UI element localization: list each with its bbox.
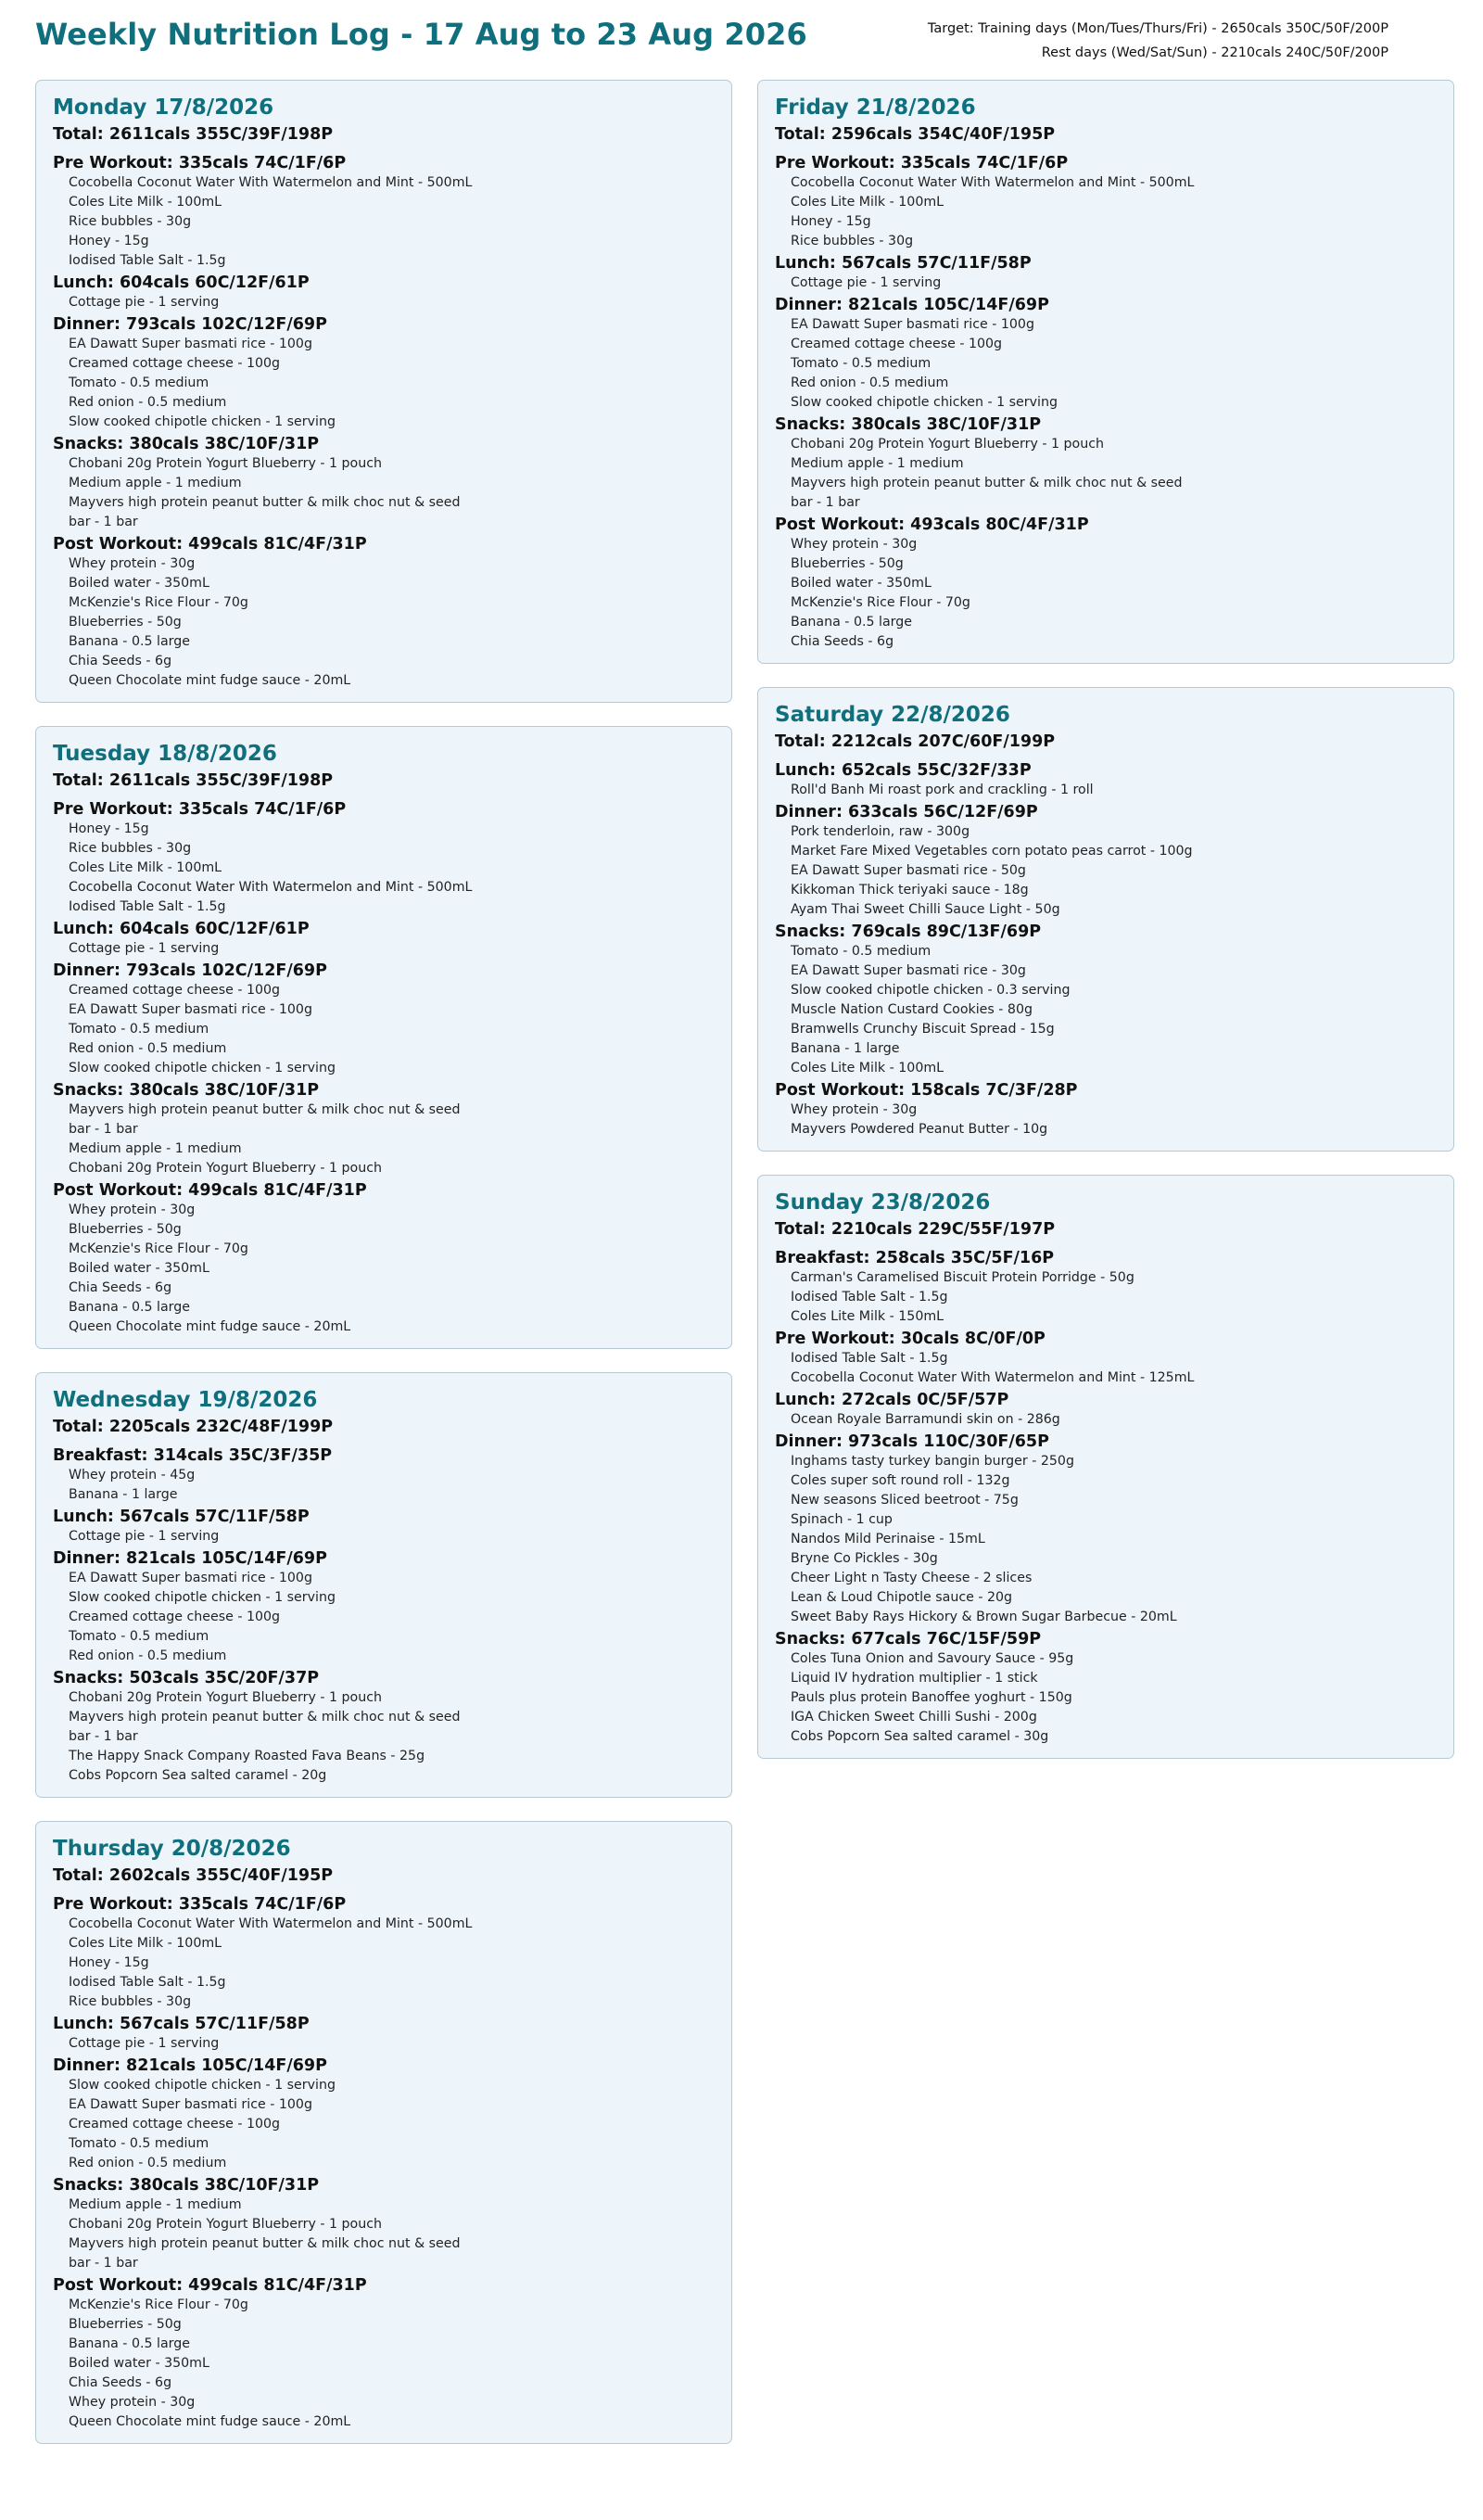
meal-section: [53, 434, 715, 532]
food-item: Sweet Baby Rays Hickory & Brown Sugar Barbecue - 20mL: [791, 1610, 1177, 1624]
meal-heading: Post Workout: 158cals 7C/3F/28P: [775, 1081, 1078, 1100]
food-item: Tomato - 0.5 medium: [69, 1629, 209, 1644]
food-item: Slow cooked chipotle chicken - 1 serving: [69, 1590, 336, 1605]
food-item: Slow cooked chipotle chicken - 1 serving: [791, 395, 1058, 410]
day-card: [35, 726, 732, 1349]
meal-section: [53, 534, 715, 691]
targets: [928, 17, 1388, 65]
day-card: [35, 1821, 732, 2444]
food-item: Slow cooked chipotle chicken - 1 serving: [69, 2078, 336, 2093]
food-item: Medium apple - 1 medium: [69, 2197, 242, 2212]
food-item: Queen Chocolate mint fudge sauce - 20mL: [69, 1319, 351, 1334]
food-item: Rice bubbles - 30g: [69, 841, 192, 856]
food-item: Carman's Caramelised Biscuit Protein Porridge - 50g: [791, 1270, 1134, 1285]
meal-section: [775, 1248, 1437, 1327]
day-title: Thursday 20/8/2026: [53, 1837, 291, 1861]
meal-heading: Snacks: 677cals 76C/15F/59P: [775, 1630, 1042, 1648]
meal-heading: Post Workout: 499cals 81C/4F/31P: [53, 1181, 367, 1200]
food-item: EA Dawatt Super basmati rice - 30g: [791, 963, 1026, 978]
meal-section: [775, 295, 1437, 413]
day-total: Total: 2611cals 355C/39F/198P: [53, 771, 334, 790]
day-total: Total: 2596cals 354C/40F/195P: [775, 125, 1056, 144]
meal-section: [775, 760, 1437, 800]
food-item: Iodised Table Salt - 1.5g: [69, 253, 226, 268]
page-title: Weekly Nutrition Log - 17 Aug to 23 Aug 2026: [35, 17, 807, 52]
meal-heading: Lunch: 567cals 57C/11F/58P: [53, 2015, 310, 2033]
food-item: Rice bubbles - 30g: [69, 214, 192, 229]
food-item: Cobs Popcorn Sea salted caramel - 30g: [791, 1729, 1049, 1744]
meal-heading: Lunch: 652cals 55C/32F/33P: [775, 761, 1032, 780]
day-title: Wednesday 19/8/2026: [53, 1388, 318, 1412]
meal-heading: Lunch: 272cals 0C/5F/57P: [775, 1391, 1009, 1409]
day-card: [35, 1372, 732, 1798]
meal-heading: Pre Workout: 335cals 74C/1F/6P: [53, 154, 347, 172]
food-item: Creamed cottage cheese - 100g: [69, 983, 281, 998]
food-item: Honey - 15g: [791, 214, 871, 229]
food-item: Tomato - 0.5 medium: [791, 356, 932, 371]
food-item: Boiled water - 350mL: [69, 576, 209, 591]
meal-heading: Dinner: 973cals 110C/30F/65P: [775, 1432, 1049, 1451]
food-item: Honey - 15g: [69, 234, 149, 248]
meal-heading: Dinner: 821cals 105C/14F/69P: [53, 1549, 327, 1568]
food-item: Chia Seeds - 6g: [791, 634, 894, 649]
day-card: [35, 80, 732, 703]
food-item: New seasons Sliced beetroot - 75g: [791, 1493, 1019, 1508]
day-total: Total: 2212cals 207C/60F/199P: [775, 732, 1056, 751]
page-header: [35, 13, 1463, 69]
food-item: Coles Lite Milk - 100mL: [69, 195, 222, 210]
food-item: bar - 1 bar: [69, 515, 138, 529]
food-item: Cottage pie - 1 serving: [69, 1529, 220, 1544]
meal-heading: Post Workout: 493cals 80C/4F/31P: [775, 515, 1089, 534]
food-item: Red onion - 0.5 medium: [69, 1648, 227, 1663]
food-item: Chobani 20g Protein Yogurt Blueberry - 1 pouch: [69, 1161, 382, 1176]
meal-heading: Snacks: 380cals 38C/10F/31P: [53, 1081, 320, 1100]
food-item: Nandos Mild Perinaise - 15mL: [791, 1532, 985, 1546]
food-item: Tomato - 0.5 medium: [69, 1022, 209, 1037]
meal-section: [775, 1080, 1437, 1139]
food-item: McKenzie's Rice Flour - 70g: [69, 1241, 248, 1256]
food-item: Tomato - 0.5 medium: [69, 2136, 209, 2151]
meal-section: [53, 919, 715, 959]
food-item: Banana - 1 large: [791, 1041, 900, 1056]
meal-section: [775, 1629, 1437, 1747]
meal-section: [53, 2275, 715, 2432]
food-item: Boiled water - 350mL: [69, 2356, 209, 2371]
food-item: Creamed cottage cheese - 100g: [69, 1610, 281, 1624]
meal-section: [775, 253, 1437, 293]
food-item: Banana - 1 large: [69, 1487, 178, 1502]
meal-heading: Breakfast: 314cals 35C/3F/35P: [53, 1446, 333, 1465]
meal-section: [53, 799, 715, 917]
meal-heading: Lunch: 567cals 57C/11F/58P: [775, 254, 1032, 273]
meal-section: [53, 314, 715, 432]
meal-section: [53, 1080, 715, 1178]
food-item: Iodised Table Salt - 1.5g: [69, 1975, 226, 1990]
food-item: McKenzie's Rice Flour - 70g: [69, 595, 248, 610]
food-item: Blueberries - 50g: [69, 2317, 182, 2332]
food-item: Tomato - 0.5 medium: [69, 375, 209, 390]
meal-section: [775, 515, 1437, 652]
food-item: Whey protein - 30g: [69, 1203, 196, 1217]
food-item: Lean & Loud Chipotle sauce - 20g: [791, 1590, 1013, 1605]
food-item: Creamed cottage cheese - 100g: [69, 356, 281, 371]
food-item: Rice bubbles - 30g: [791, 234, 914, 248]
meal-heading: Lunch: 567cals 57C/11F/58P: [53, 1508, 310, 1526]
food-item: Coles Lite Milk - 100mL: [69, 860, 222, 875]
meal-section: [775, 922, 1437, 1078]
meal-section: [53, 961, 715, 1078]
meal-section: [53, 153, 715, 271]
food-item: Medium apple - 1 medium: [69, 1141, 242, 1156]
food-item: Chobani 20g Protein Yogurt Blueberry - 1 pouch: [69, 1690, 382, 1705]
day-title: Friday 21/8/2026: [775, 95, 976, 120]
meal-heading: Dinner: 793cals 102C/12F/69P: [53, 315, 327, 334]
food-item: Whey protein - 30g: [791, 537, 918, 552]
meal-section: [53, 1180, 715, 1337]
food-item: Ocean Royale Barramundi skin on - 286g: [791, 1412, 1060, 1427]
food-item: Red onion - 0.5 medium: [791, 375, 949, 390]
food-item: EA Dawatt Super basmati rice - 100g: [69, 2097, 312, 2112]
food-item: Coles Lite Milk - 150mL: [791, 1309, 944, 1324]
food-item: EA Dawatt Super basmati rice - 50g: [791, 863, 1026, 878]
meal-section: [53, 2055, 715, 2173]
food-item: Whey protein - 30g: [69, 2395, 196, 2410]
food-item: Pauls plus protein Banoffee yoghurt - 150g: [791, 1690, 1072, 1705]
food-item: Market Fare Mixed Vegetables corn potato peas carrot - 100g: [791, 844, 1193, 859]
food-item: Banana - 0.5 large: [69, 1300, 190, 1315]
food-item: McKenzie's Rice Flour - 70g: [69, 2297, 248, 2312]
food-item: Honey - 15g: [69, 1955, 149, 1970]
food-item: Whey protein - 45g: [69, 1468, 196, 1483]
food-item: Blueberries - 50g: [69, 615, 182, 630]
food-item: Mayvers high protein peanut butter & milk choc nut & seed: [69, 2236, 461, 2251]
meal-heading: Dinner: 821cals 105C/14F/69P: [775, 296, 1049, 314]
meal-heading: Breakfast: 258cals 35C/5F/16P: [775, 1249, 1055, 1267]
day-total: Total: 2602cals 355C/40F/195P: [53, 1866, 334, 1885]
day-card: [757, 1175, 1454, 1759]
food-item: Bryne Co Pickles - 30g: [791, 1551, 938, 1566]
food-item: EA Dawatt Super basmati rice - 100g: [69, 337, 312, 351]
meal-section: [53, 2014, 715, 2054]
meal-heading: Dinner: 793cals 102C/12F/69P: [53, 961, 327, 980]
food-item: Honey - 15g: [69, 821, 149, 836]
food-item: Chia Seeds - 6g: [69, 2375, 172, 2390]
meal-section: [775, 1329, 1437, 1388]
meal-heading: Post Workout: 499cals 81C/4F/31P: [53, 2276, 367, 2295]
food-item: Creamed cottage cheese - 100g: [69, 2117, 281, 2132]
food-item: Mayvers high protein peanut butter & milk choc nut & seed: [69, 1102, 461, 1117]
day-title: Sunday 23/8/2026: [775, 1190, 991, 1215]
meal-heading: Pre Workout: 335cals 74C/1F/6P: [775, 154, 1069, 172]
meal-heading: Lunch: 604cals 60C/12F/61P: [53, 920, 310, 938]
food-item: Iodised Table Salt - 1.5g: [791, 1290, 948, 1305]
day-total: Total: 2210cals 229C/55F/197P: [775, 1220, 1056, 1239]
meal-section: [775, 414, 1437, 513]
target-training-days: Target: Training days (Mon/Tues/Thurs/Fri) - 2650cals 350C/50F/200P: [927, 21, 1388, 36]
food-item: Mayvers high protein peanut butter & milk choc nut & seed: [69, 495, 461, 510]
food-item: Iodised Table Salt - 1.5g: [69, 899, 226, 914]
target-rest-days: Rest days (Wed/Sat/Sun) - 2210cals 240C/50F/200P: [1041, 45, 1388, 60]
food-item: Cottage pie - 1 serving: [791, 275, 942, 290]
meal-heading: Dinner: 821cals 105C/14F/69P: [53, 2056, 327, 2075]
food-item: IGA Chicken Sweet Chilli Sushi - 200g: [791, 1710, 1037, 1725]
food-item: EA Dawatt Super basmati rice - 100g: [791, 317, 1034, 332]
meal-heading: Snacks: 380cals 38C/10F/31P: [53, 2176, 320, 2195]
meal-section: [775, 1390, 1437, 1430]
meal-section: [53, 273, 715, 312]
food-item: Chia Seeds - 6g: [69, 1280, 172, 1295]
food-item: Blueberries - 50g: [69, 1222, 182, 1237]
food-item: Tomato - 0.5 medium: [791, 944, 932, 959]
food-item: Blueberries - 50g: [791, 556, 904, 571]
meal-heading: Snacks: 380cals 38C/10F/31P: [775, 415, 1042, 434]
food-item: Cocobella Coconut Water With Watermelon and Mint - 125mL: [791, 1370, 1195, 1385]
food-item: Banana - 0.5 large: [69, 634, 190, 649]
meal-section: [53, 1894, 715, 2012]
food-item: Liquid IV hydration multiplier - 1 stick: [791, 1671, 1038, 1686]
food-item: Slow cooked chipotle chicken - 1 serving: [69, 1061, 336, 1075]
meal-section: [53, 1548, 715, 1666]
food-item: Kikkoman Thick teriyaki sauce - 18g: [791, 883, 1029, 897]
meal-section: [53, 1445, 715, 1505]
food-item: Coles Lite Milk - 100mL: [69, 1936, 222, 1951]
food-item: Cobs Popcorn Sea salted caramel - 20g: [69, 1768, 327, 1783]
food-item: Queen Chocolate mint fudge sauce - 20mL: [69, 673, 351, 688]
day-total: Total: 2205cals 232C/48F/199P: [53, 1418, 334, 1436]
meal-section: [775, 153, 1437, 251]
food-item: Cocobella Coconut Water With Watermelon and Mint - 500mL: [69, 1916, 473, 1931]
day-title: Tuesday 18/8/2026: [53, 742, 277, 766]
food-item: Medium apple - 1 medium: [69, 476, 242, 490]
food-item: Banana - 0.5 large: [791, 615, 912, 630]
food-item: Red onion - 0.5 medium: [69, 395, 227, 410]
food-item: bar - 1 bar: [791, 495, 860, 510]
food-item: Rice bubbles - 30g: [69, 1994, 192, 2009]
meal-section: [53, 1507, 715, 1546]
food-item: Slow cooked chipotle chicken - 0.3 serving: [791, 983, 1071, 998]
food-item: EA Dawatt Super basmati rice - 100g: [69, 1571, 312, 1585]
food-item: Chia Seeds - 6g: [69, 654, 172, 668]
meal-heading: Pre Workout: 335cals 74C/1F/6P: [53, 1895, 347, 1914]
food-item: McKenzie's Rice Flour - 70g: [791, 595, 970, 610]
food-item: Creamed cottage cheese - 100g: [791, 337, 1003, 351]
meal-section: [53, 1668, 715, 1786]
food-item: Cottage pie - 1 serving: [69, 2036, 220, 2051]
day-card: [757, 80, 1454, 664]
food-item: Chobani 20g Protein Yogurt Blueberry - 1 pouch: [69, 2217, 382, 2232]
food-item: Ayam Thai Sweet Chilli Sauce Light - 50g: [791, 902, 1060, 917]
right-column: [757, 80, 1454, 1782]
meal-section: [775, 802, 1437, 920]
food-item: Cocobella Coconut Water With Watermelon and Mint - 500mL: [69, 880, 473, 895]
food-item: Chobani 20g Protein Yogurt Blueberry - 1 pouch: [791, 437, 1104, 452]
food-item: Roll'd Banh Mi roast pork and crackling - 1 roll: [791, 783, 1094, 797]
food-item: Cottage pie - 1 serving: [69, 295, 220, 310]
food-item: EA Dawatt Super basmati rice - 100g: [69, 1002, 312, 1017]
food-item: Red onion - 0.5 medium: [69, 1041, 227, 1056]
food-item: Cocobella Coconut Water With Watermelon and Mint - 500mL: [69, 175, 473, 190]
food-item: Coles Lite Milk - 100mL: [791, 1061, 944, 1075]
food-item: Spinach - 1 cup: [791, 1512, 893, 1527]
food-item: The Happy Snack Company Roasted Fava Beans - 25g: [69, 1749, 425, 1763]
food-item: Iodised Table Salt - 1.5g: [791, 1351, 948, 1366]
food-item: Red onion - 0.5 medium: [69, 2156, 227, 2170]
food-item: Mayvers high protein peanut butter & milk choc nut & seed: [69, 1710, 461, 1725]
day-total: Total: 2611cals 355C/39F/198P: [53, 125, 334, 144]
food-item: Coles Tuna Onion and Savoury Sauce - 95g: [791, 1651, 1074, 1666]
meal-section: [53, 2175, 715, 2273]
day-title: Saturday 22/8/2026: [775, 703, 1010, 727]
food-item: bar - 1 bar: [69, 1122, 138, 1137]
food-item: Boiled water - 350mL: [69, 1261, 209, 1276]
food-item: Mayvers high protein peanut butter & milk choc nut & seed: [791, 476, 1183, 490]
food-item: Medium apple - 1 medium: [791, 456, 964, 471]
left-column: [35, 80, 732, 2467]
meal-heading: Dinner: 633cals 56C/12F/69P: [775, 803, 1038, 821]
meal-section: [775, 1432, 1437, 1627]
meal-heading: Snacks: 503cals 35C/20F/37P: [53, 1669, 320, 1687]
food-item: Chobani 20g Protein Yogurt Blueberry - 1 pouch: [69, 456, 382, 471]
food-item: bar - 1 bar: [69, 1729, 138, 1744]
meal-heading: Post Workout: 499cals 81C/4F/31P: [53, 535, 367, 554]
meal-heading: Pre Workout: 335cals 74C/1F/6P: [53, 800, 347, 819]
food-item: Whey protein - 30g: [791, 1102, 918, 1117]
food-item: Cottage pie - 1 serving: [69, 941, 220, 956]
food-item: Muscle Nation Custard Cookies - 80g: [791, 1002, 1033, 1017]
food-item: Cheer Light n Tasty Cheese - 2 slices: [791, 1571, 1033, 1585]
meal-heading: Lunch: 604cals 60C/12F/61P: [53, 274, 310, 292]
meal-heading: Snacks: 769cals 89C/13F/69P: [775, 923, 1042, 941]
food-item: Pork tenderloin, raw - 300g: [791, 824, 970, 839]
food-item: Coles super soft round roll - 132g: [791, 1473, 1010, 1488]
food-item: Cocobella Coconut Water With Watermelon and Mint - 500mL: [791, 175, 1195, 190]
food-item: bar - 1 bar: [69, 2256, 138, 2271]
food-item: Mayvers Powdered Peanut Butter - 10g: [791, 1122, 1048, 1137]
meal-heading: Pre Workout: 30cals 8C/0F/0P: [775, 1330, 1046, 1348]
food-item: Inghams tasty turkey bangin burger - 250g: [791, 1454, 1074, 1469]
food-item: Slow cooked chipotle chicken - 1 serving: [69, 414, 336, 429]
food-item: Queen Chocolate mint fudge sauce - 20mL: [69, 2414, 351, 2429]
food-item: Banana - 0.5 large: [69, 2336, 190, 2351]
food-item: Coles Lite Milk - 100mL: [791, 195, 944, 210]
food-item: Bramwells Crunchy Biscuit Spread - 15g: [791, 1022, 1055, 1037]
food-item: Whey protein - 30g: [69, 556, 196, 571]
meal-heading: Snacks: 380cals 38C/10F/31P: [53, 435, 320, 453]
day-title: Monday 17/8/2026: [53, 95, 274, 120]
food-item: Boiled water - 350mL: [791, 576, 932, 591]
day-card: [757, 687, 1454, 1152]
